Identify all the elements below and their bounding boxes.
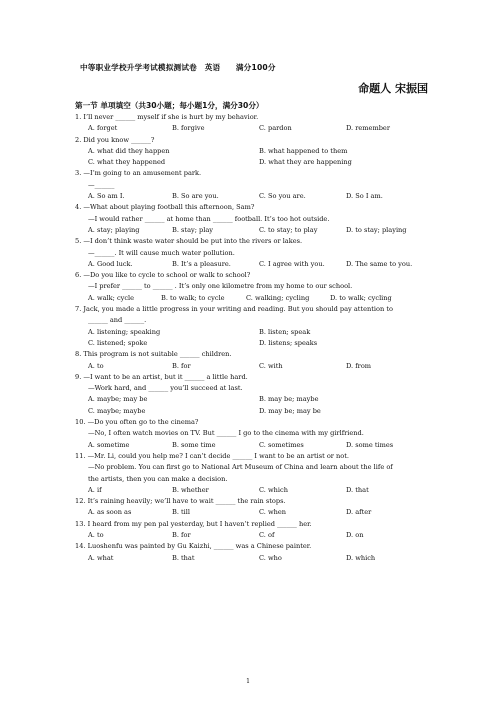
- answer-option[interactable]: B. forgive: [172, 124, 205, 133]
- options-row: [75, 553, 435, 564]
- dialogue-line: —I would rather ______ at home than ______ football. It’s too hot outside.: [88, 214, 330, 223]
- answer-option[interactable]: B. that: [172, 553, 195, 562]
- question-stem: 5. —I don’t think waste water should be put into the rivers or lakes.: [75, 237, 303, 246]
- answer-option[interactable]: C. So you are.: [259, 192, 306, 201]
- question-item: [75, 451, 435, 496]
- section-title: 第一节 单项填空（共30小题；每小题1分，满分30分）: [75, 101, 264, 110]
- options-row: [75, 338, 435, 349]
- dialogue-line: —______: [88, 180, 115, 189]
- options-row: [75, 394, 435, 405]
- question-item: [75, 372, 435, 417]
- answer-option[interactable]: B. stay; play: [172, 225, 214, 234]
- exam-title: 中等职业学校升学考试模拟测试卷 英语 满分100分: [80, 63, 276, 72]
- answer-option[interactable]: A. So am I.: [88, 192, 125, 201]
- answer-option[interactable]: D. The same to you.: [346, 259, 413, 268]
- answer-option[interactable]: A. listening; speaking: [88, 327, 161, 336]
- question-item: [75, 541, 435, 564]
- page-number: 1: [246, 678, 250, 685]
- dialogue-line: —I prefer ______ to ______ . It’s only one kilometre from my home to our school.: [88, 282, 353, 291]
- options-row: [75, 259, 435, 270]
- answer-option[interactable]: B. till: [172, 508, 191, 517]
- answer-option[interactable]: D. that: [346, 485, 369, 494]
- answer-option[interactable]: B. may be; maybe: [259, 395, 319, 404]
- question-stem: 4. —What about playing football this afternoon, Sam?: [75, 203, 255, 212]
- dialogue-line: the artists, then you can make a decision.: [88, 474, 228, 483]
- answer-option[interactable]: D. to walk; cycling: [330, 293, 392, 302]
- answer-option[interactable]: D. to stay; playing: [346, 225, 407, 234]
- options-row: [75, 293, 435, 304]
- answer-option[interactable]: C. to stay; to play: [259, 225, 318, 234]
- dialogue-line: —No, I often watch movies on TV. But ______ I go to the cinema with my girlfriend.: [88, 429, 364, 438]
- answer-option[interactable]: C. with: [259, 361, 283, 370]
- question-item: [75, 135, 435, 169]
- question-item: [75, 417, 435, 451]
- answer-option[interactable]: A. what did they happen: [88, 146, 170, 155]
- question-item: [75, 112, 435, 135]
- answer-option[interactable]: A. to: [88, 530, 104, 539]
- answer-option[interactable]: D. on: [346, 530, 364, 539]
- question-stem: 13. I heard from my pen pal yesterday, but I haven’t replied ______ her.: [75, 519, 312, 528]
- options-row: [75, 191, 435, 202]
- answer-option[interactable]: C. which: [259, 485, 288, 494]
- question-item: [75, 202, 435, 236]
- question-item: [75, 236, 435, 270]
- question-stem: 6. —Do you like to cycle to school or walk to school?: [75, 271, 251, 280]
- answer-option[interactable]: B. what happened to them: [259, 146, 348, 155]
- answer-option[interactable]: B. listen; speak: [259, 327, 311, 336]
- options-row: [75, 507, 435, 518]
- answer-option[interactable]: C. what they happened: [88, 158, 166, 167]
- question-stem: 11. —Mr. Li, could you help me? I can’t decide ______ I want to be an artist or not.: [75, 451, 350, 460]
- dialogue-line: —No problem. You can first go to National Art Museum of China and learn about the life of: [88, 463, 393, 472]
- question-item: [75, 304, 435, 349]
- answer-option[interactable]: C. walking; cycling: [246, 293, 310, 302]
- answer-option[interactable]: D. listens; speaks: [259, 338, 318, 347]
- answer-option[interactable]: A. as soon as: [88, 508, 132, 517]
- answer-option[interactable]: A. forget: [88, 124, 118, 133]
- answer-option[interactable]: B. whether: [172, 485, 209, 494]
- answer-option[interactable]: D. some times: [346, 440, 394, 449]
- question-stem: 8. This program is not suitable ______ children.: [75, 350, 232, 359]
- answer-option[interactable]: D. what they are happening: [259, 158, 352, 167]
- options-row: [75, 440, 435, 451]
- options-row: [75, 157, 435, 168]
- answer-option[interactable]: B. So are you.: [172, 192, 219, 201]
- answer-option[interactable]: C. when: [259, 508, 287, 517]
- options-row: [75, 406, 435, 417]
- question-stem: 12. It’s raining heavily; we’ll have to wait ______ the rain stops.: [75, 497, 286, 506]
- question-list: [75, 112, 435, 564]
- options-row: [75, 530, 435, 541]
- answer-option[interactable]: A. walk; cycle: [88, 293, 135, 302]
- question-stem-continuation: ______ and ______.: [88, 316, 147, 325]
- answer-option[interactable]: B. for: [172, 361, 191, 370]
- options-row: [75, 361, 435, 372]
- answer-option[interactable]: D. which: [346, 553, 376, 562]
- dialogue-line: —______. It will cause much water pollution.: [88, 248, 235, 257]
- answer-option[interactable]: A. maybe; may be: [88, 395, 148, 404]
- answer-option[interactable]: A. Good luck.: [88, 259, 133, 268]
- question-item: [75, 349, 435, 372]
- question-item: [75, 270, 435, 304]
- answer-option[interactable]: B. It’s a pleasure.: [172, 259, 231, 268]
- answer-option[interactable]: D. from: [346, 361, 372, 370]
- answer-option[interactable]: A. to: [88, 361, 104, 370]
- question-item: [75, 496, 435, 519]
- answer-option[interactable]: C. pardon: [259, 124, 292, 133]
- answer-option[interactable]: A. if: [88, 485, 102, 494]
- options-row: [75, 146, 435, 157]
- answer-option[interactable]: C. maybe; maybe: [88, 406, 146, 415]
- answer-option[interactable]: B. some time: [172, 440, 216, 449]
- question-stem: 7. Jack, you made a little progress in your writing and reading. But you should pay attention to: [75, 305, 393, 314]
- options-row: [75, 225, 435, 236]
- question-item: [75, 168, 435, 202]
- question-stem: 3. —I’m going to an amusement park.: [75, 169, 202, 178]
- question-stem: 14. Luoshenfu was painted by Gu Kaizhi, ______ was a Chinese painter.: [75, 542, 312, 551]
- answer-option[interactable]: D. remember: [346, 124, 390, 133]
- question-stem: 10. —Do you often go to the cinema?: [75, 418, 199, 427]
- author-line: 命题人 宋振国: [358, 82, 428, 95]
- answer-option[interactable]: B. to walk; to cycle: [161, 293, 225, 302]
- dialogue-line: —Work hard, and ______ you’ll succeed at last.: [88, 384, 243, 393]
- answer-option[interactable]: C. who: [259, 553, 282, 562]
- answer-option[interactable]: C. I agree with you.: [259, 259, 325, 268]
- answer-option[interactable]: D. So I am.: [346, 192, 383, 201]
- answer-option[interactable]: A. what: [88, 553, 114, 562]
- answer-option[interactable]: D. may be; may be: [259, 406, 321, 415]
- answer-option[interactable]: C. of: [259, 530, 275, 539]
- answer-option[interactable]: C. sometimes: [259, 440, 304, 449]
- question-stem: 9. —I want to be an artist, but it ______ a little hard.: [75, 372, 248, 381]
- options-row: [75, 123, 435, 134]
- options-row: [75, 327, 435, 338]
- answer-option[interactable]: C. listened; spoke: [88, 338, 148, 347]
- question-item: [75, 519, 435, 542]
- question-stem: 1. I’ll never ______ myself if she is hurt by my behavior.: [75, 113, 259, 121]
- answer-option[interactable]: D. after: [346, 508, 372, 517]
- question-stem: 2. Did you know ______?: [75, 135, 155, 144]
- answer-option[interactable]: B. for: [172, 530, 191, 539]
- answer-option[interactable]: A. sometime: [88, 440, 130, 449]
- answer-option[interactable]: A. stay; playing: [88, 225, 140, 234]
- options-row: [75, 485, 435, 496]
